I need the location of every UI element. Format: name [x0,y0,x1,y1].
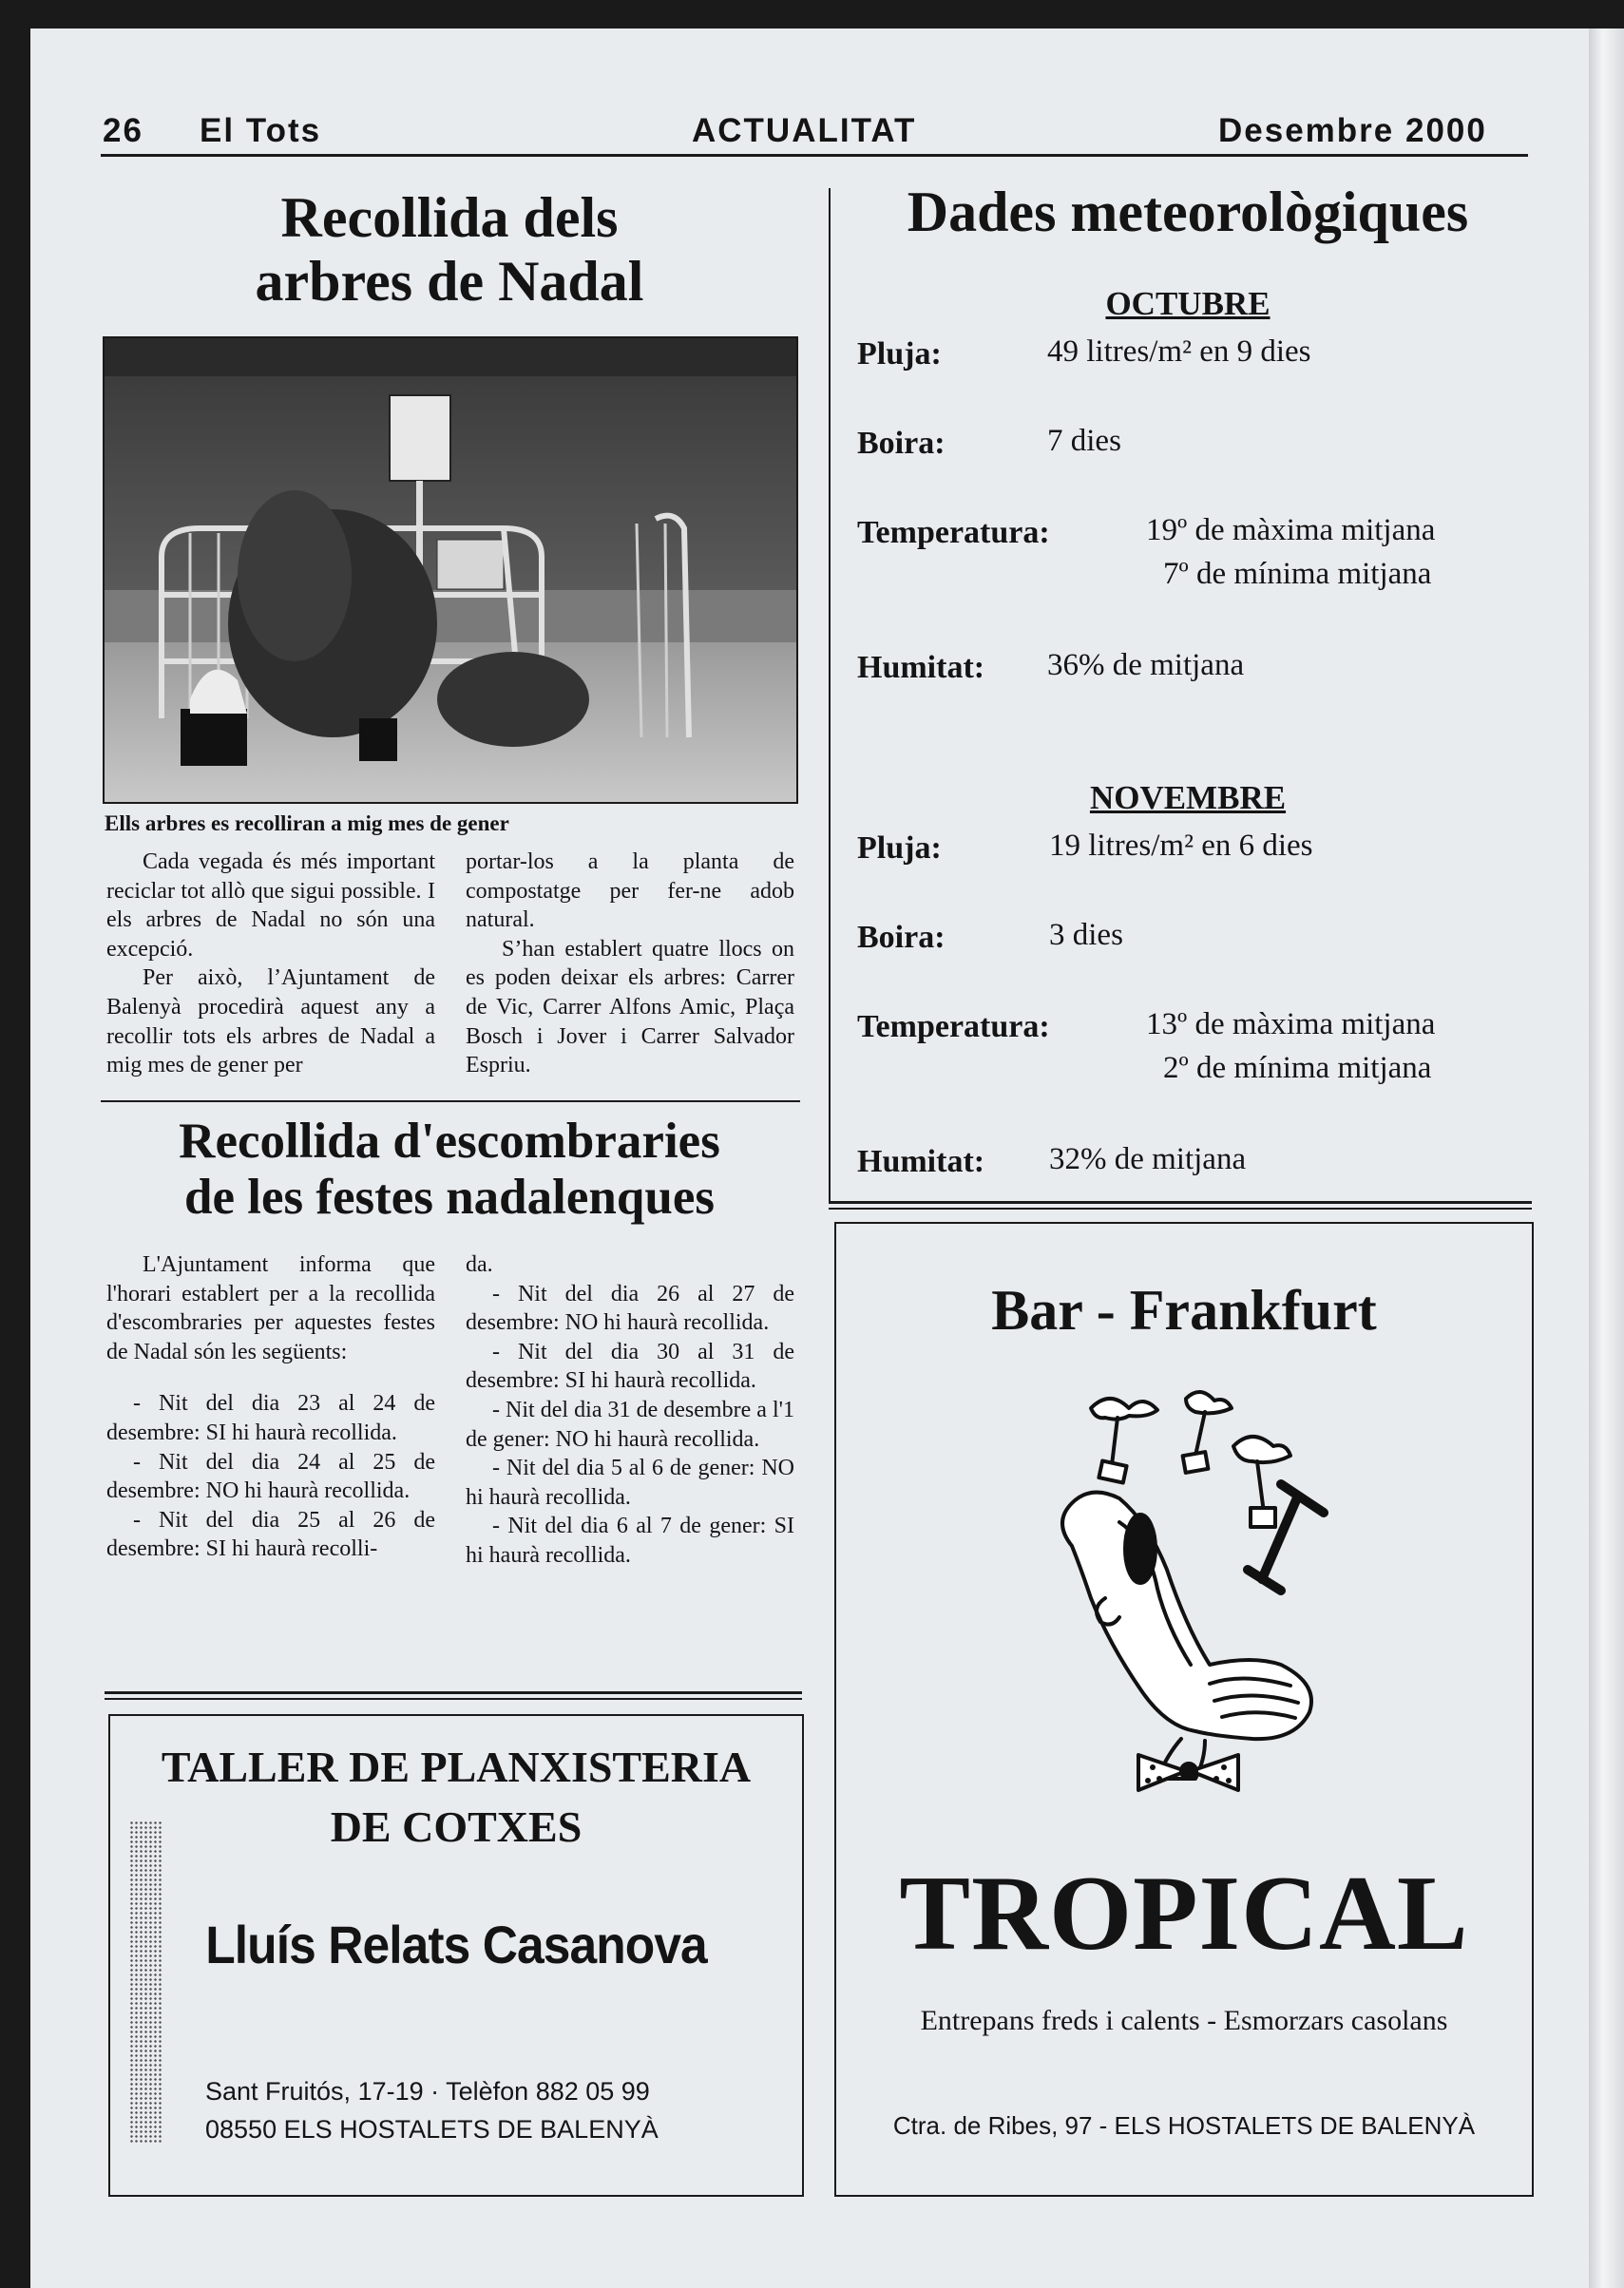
temperature-max: 13º de màxima mitjana [1146,1007,1436,1041]
taller-heading [110,1737,802,1858]
garbage-column-1 [106,1250,435,1564]
column-divider [829,188,831,1201]
weather-title: Dades meteorològiques [907,181,1469,243]
fog-label: Boira: [857,920,946,955]
temperature-max: 19º de màxima mitjana [1146,513,1436,547]
garbage-title [103,1114,796,1227]
header-rule [101,154,1528,157]
temperature-min: 2º de mínima mitjana [1163,1051,1432,1085]
fog-value: 3 dies [1049,918,1123,952]
garbage-item: - Nit del dia 26 al 27 de desembre: NO hi haurà recollida. [466,1281,794,1336]
taller-city: 08550 ELS HOSTALETS DE BALENYÀ [205,2115,659,2144]
tropical-logo: TROPICAL [899,1855,1469,1973]
section-name: ACTUALITAT [692,112,917,149]
dotted-bar-decoration [129,1821,163,2144]
section-rule [101,1100,800,1102]
trees-title-line2: arbres de Nadal [255,250,644,314]
garbage-title-line1: Recollida d'escombraries [179,1114,720,1169]
temperature-label: Temperatura: [857,515,1050,550]
taller-heading-line2: DE COTXES [330,1802,583,1852]
weather-month-october: OCTUBRE [1105,285,1271,322]
page-number: 26 [103,112,143,149]
weather-month-november: NOVEMBRE [1089,779,1287,816]
garbage-item: - Nit del dia 6 al 7 de gener: SI hi haurà recollida. [466,1514,794,1568]
garbage-title-line2: de les festes nadalenques [183,1170,715,1226]
temperature-min: 7º de mínima mitjana [1163,557,1432,591]
rain-value: 49 litres/m² en 9 dies [1047,334,1311,369]
humidity-label: Humitat: [857,1144,985,1179]
garbage-column-2 [466,1250,794,1571]
taller-heading-line1: TALLER DE PLANXISTERIA [161,1743,752,1791]
bar-tagline: Entrepans freds i calents - Esmorzars casolans [920,2005,1448,2036]
garbage-item: - Nit del dia 24 al 25 de desembre: NO hi haurà recollida. [106,1449,435,1504]
trees-paragraph: Per això, l’Ajuntament de Balenyà procedirà aquest any a recollir tots els arbres de Nadal a mig mes de gener per [106,965,435,1078]
fog-label: Boira: [857,426,946,461]
garbage-item: - Nit del dia 30 al 31 de desembre: SI hi haurà recollida. [466,1339,794,1394]
bar-name: Bar - Frankfurt [991,1279,1377,1342]
trees-title-line1: Recollida dels [280,186,619,249]
garbage-intro: L'Ajuntament informa que l'horari establert per a la recollida d'escombraries per aquestes festes de Nadal són les següents: [106,1252,435,1364]
trees-paragraph: Cada vegada és més important reciclar tot allò que sigui possible. I els arbres de Nadal no són una excepció. [106,849,435,962]
bar-address: Ctra. de Ribes, 97 - ELS HOSTALETS DE BALENYÀ [892,2111,1476,2140]
section-rule [105,1698,802,1700]
trees-paragraph: S’han establert quatre llocs on es poden deixar els arbres: Carrer de Vic, Carrer Alfons Amic, Plaça Bosch i Jover i Carrer Salvador Espriu. [466,936,794,1078]
humidity-value: 36% de mitjana [1047,648,1245,682]
garbage-item: - Nit del dia 31 de desembre a l'1 de gener: NO hi haurà recollida. [466,1397,794,1452]
garbage-item: - Nit del dia 23 al 24 de desembre: SI hi haurà recollida. [106,1391,435,1445]
trees-caption: Ells arbres es recolliran a mig mes de gener [105,811,509,835]
garbage-item: - Nit del dia 25 al 26 de desembre: SI hi haurà recolli- [106,1507,435,1562]
page-edge [1589,29,1624,2288]
section-rule [829,1201,1532,1204]
rain-value: 19 litres/m² en 6 dies [1049,829,1313,863]
taller-address: Sant Fruitós, 17-19 · Telèfon 882 05 99 [205,2077,650,2106]
temperature-label: Temperatura: [857,1009,1050,1044]
issue-date: Desembre 2000 [1218,112,1487,149]
trees-title [103,186,796,314]
rain-label: Pluja: [857,830,942,866]
rain-label: Pluja: [857,336,942,372]
fog-value: 7 dies [1047,424,1121,458]
humidity-label: Humitat: [857,650,985,685]
garbage-item-continued: da. [466,1252,493,1277]
trees-photo [103,336,798,804]
trees-column-2 [466,848,794,1080]
section-rule [829,1208,1532,1210]
publication-name: El Tots [200,112,322,149]
trees-column-1 [106,848,435,1080]
cocktail-glass-illustration [1053,1380,1328,1798]
taller-owner-name: Lluís Relats Casanova [205,1915,707,1974]
humidity-value: 32% de mitjana [1049,1142,1247,1176]
section-rule [105,1691,802,1694]
garbage-item: - Nit del dia 5 al 6 de gener: NO hi haurà recollida. [466,1456,794,1510]
trees-paragraph: portar-los a la planta de compostatge per fer-ne adob natural. [466,849,794,933]
